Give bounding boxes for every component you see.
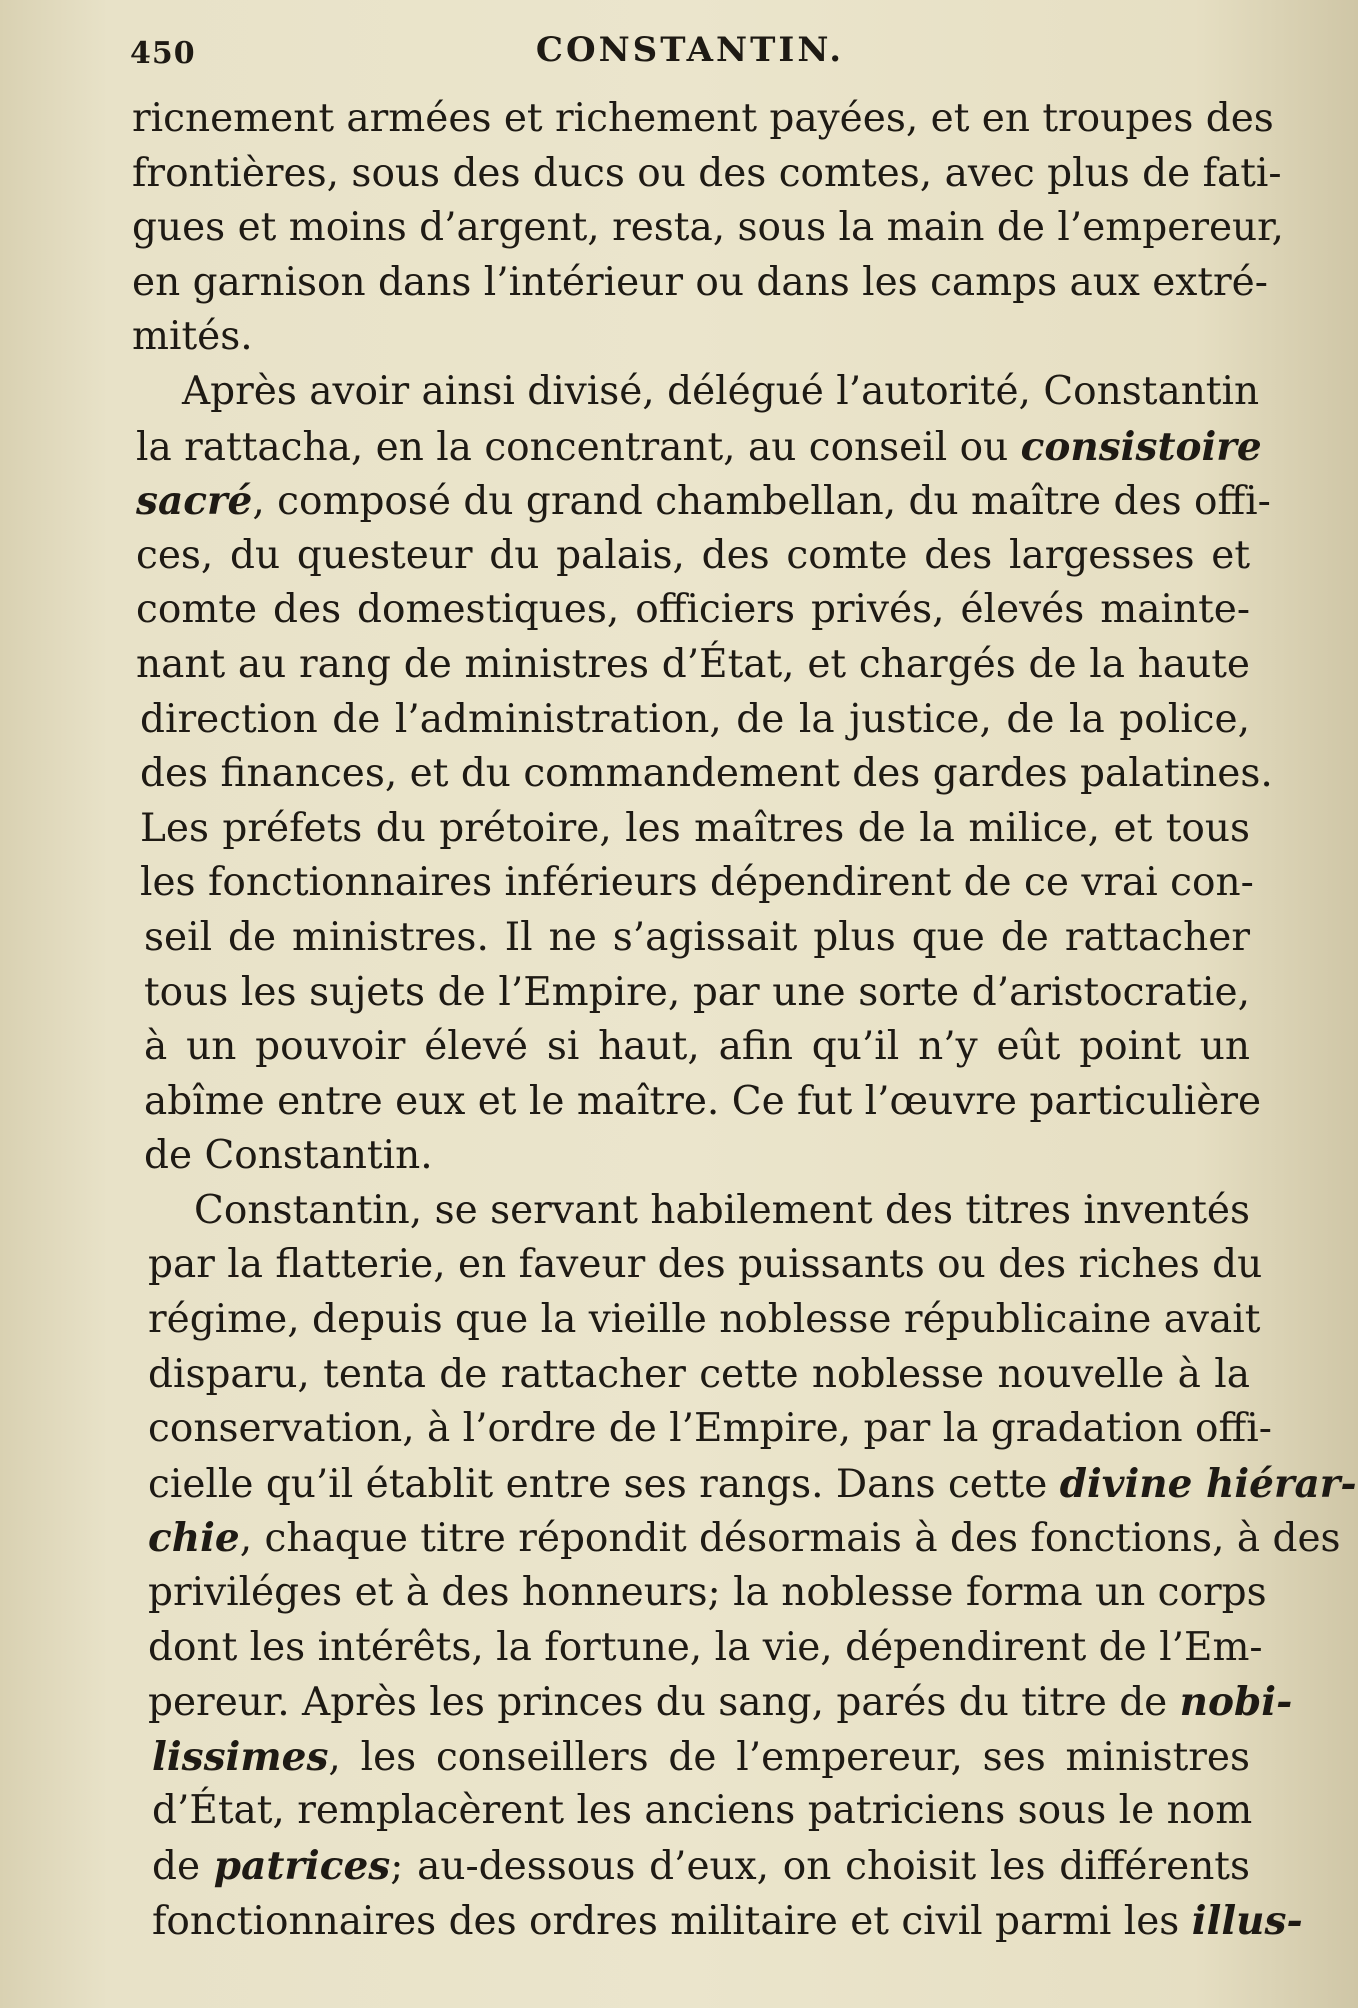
text-line: d’État, remplacèrent les anciens patriciens sous le nom: [152, 1788, 1253, 1834]
text-line: de Constantin.: [144, 1133, 433, 1179]
text-run: la rattacha, en la concentrant, au conseil ou: [136, 424, 1021, 470]
text-line: ricnement armées et richement payées, et en troupes des: [132, 96, 1274, 141]
page-number: 450: [130, 36, 196, 71]
text-line: régime, depuis que la vieille noblesse républicaine avait: [148, 1297, 1261, 1343]
text-line: [152, 1894, 1303, 1949]
text-line: [136, 420, 1262, 475]
running-title: CONSTANTIN.: [535, 30, 845, 70]
text-line: [152, 1730, 1250, 1785]
text-run: , les conseillers de l’empereur, ses ministres: [328, 1734, 1250, 1780]
paragraph-start-line: Constantin, se servant habilement des titres inventés: [194, 1187, 1250, 1233]
text-line: mités.: [132, 314, 253, 360]
text-line: des finances, et du commandement des gardes palatines.: [140, 751, 1273, 797]
text-run: pereur. Après les princes du sang, parés du titre de: [148, 1680, 1180, 1726]
text-line: direction de l’administration, de la justice, de la police,: [140, 696, 1250, 742]
text-run: ; au-dessous d’eux, on choisit les différents: [390, 1844, 1250, 1889]
text-line: [136, 474, 1271, 529]
text-line: comte des domestiques, officiers privés, élevés mainte-: [136, 587, 1250, 633]
text-line: gues et moins d’argent, resta, sous la main de l’empereur,: [132, 205, 1284, 251]
body-text: [132, 92, 1357, 1948]
text-line: [148, 1511, 1341, 1566]
italic-term: lissimes: [152, 1733, 329, 1780]
text-line: Les préfets du prétoire, les maîtres de la milice, et tous: [140, 805, 1250, 851]
text-line: conservation, à l’ordre de l’Empire, par la gradation offi-: [148, 1406, 1272, 1452]
text-line: tous les sujets de l’Empire, par une sorte d’aristocratie,: [144, 969, 1250, 1015]
italic-term: consistoire: [1020, 423, 1262, 470]
italic-term: chie: [148, 1515, 240, 1562]
text-line: dont les intérêts, la fortune, la vie, dépendirent de l’Em-: [148, 1624, 1263, 1670]
text-line: [148, 1457, 1357, 1512]
text-line: priviléges et à des honneurs; la noblesse forma un corps: [148, 1570, 1267, 1616]
italic-term: sacré: [136, 478, 253, 525]
text-run: , composé du grand chambellan, du maître des offi-: [252, 479, 1271, 525]
text-line: [152, 1839, 1250, 1894]
text-line: abîme entre eux et le maître. Ce fut l’œuvre particulière: [144, 1078, 1262, 1124]
italic-term: patrices: [213, 1843, 391, 1889]
text-line: frontières, sous des ducs ou des comtes, avec plus de fati-: [132, 150, 1282, 196]
text-run: cielle qu’il établit entre ses rangs. Dans cette: [148, 1461, 1060, 1507]
text-line: seil de ministres. Il ne s’agissait plus que de rattacher: [144, 914, 1250, 960]
italic-term: nobi-: [1179, 1679, 1293, 1726]
text-line: par la flatterie, en faveur des puissants ou des riches du: [148, 1242, 1263, 1288]
text-line: à un pouvoir élevé si haut, afin qu’il n’y eût point un: [144, 1024, 1250, 1070]
text-line: disparu, tenta de rattacher cette noblesse nouvelle à la: [148, 1351, 1250, 1397]
italic-term: divine hiérar-: [1059, 1460, 1357, 1507]
paragraph-start-line: Après avoir ainsi divisé, délégué l’autorité, Constantin: [182, 368, 1260, 414]
text-line: nant au rang de ministres d’État, et chargés de la haute: [136, 641, 1250, 687]
italic-term: illus-: [1191, 1897, 1303, 1944]
text-line: [148, 1675, 1293, 1730]
text-line: les fonctionnaires inférieurs dépendirent de ce vrai con-: [140, 860, 1254, 906]
text-run: , chaque titre répondit désormais à des fonctions, à des: [239, 1516, 1341, 1562]
text-line: ces, du questeur du palais, des comte des largesses et: [136, 532, 1250, 578]
text-run: de: [152, 1844, 214, 1889]
text-run: fonctionnaires des ordres militaire et civil parmi les: [152, 1898, 1192, 1944]
page-header: [130, 30, 1250, 80]
text-line: en garnison dans l’intérieur ou dans les camps aux extré-: [132, 259, 1268, 305]
